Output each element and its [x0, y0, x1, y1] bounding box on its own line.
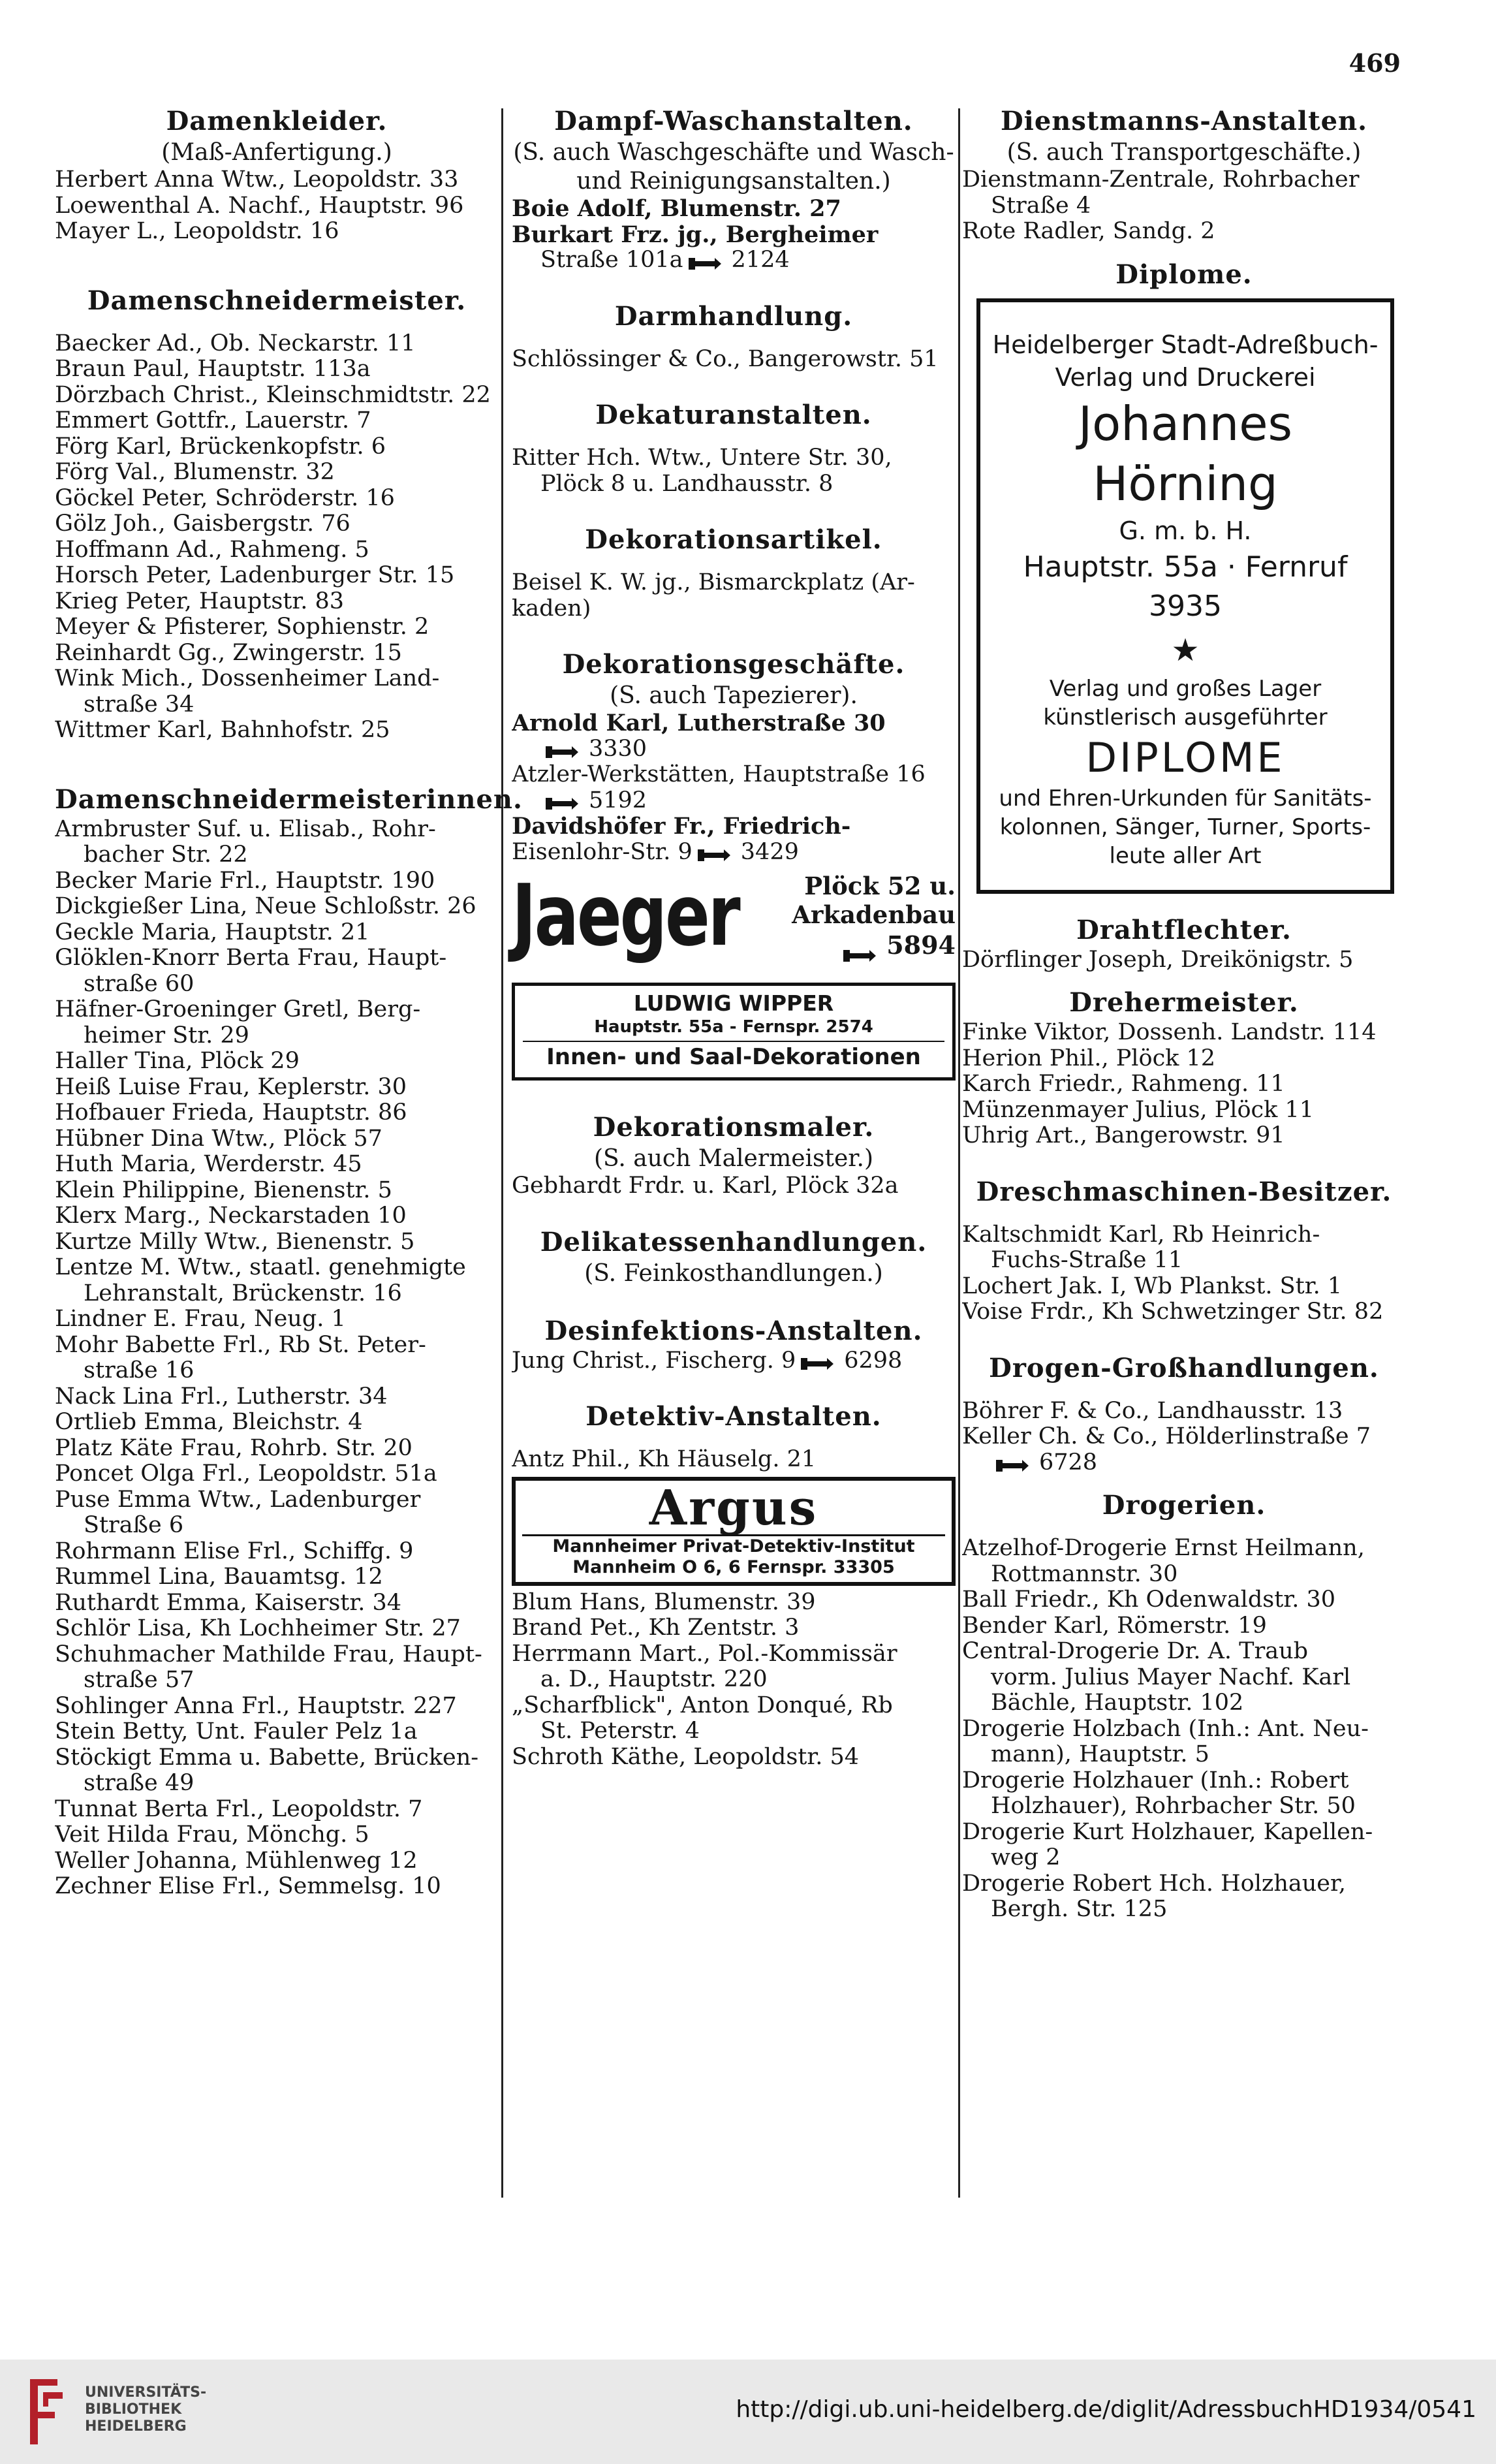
list-item: vorm. Julius Mayer Nachf. Karl	[991, 1664, 1351, 1690]
ad-line: Verlag und Druckerei	[1055, 362, 1316, 392]
section-heading: Dekorationsartikel.	[585, 524, 882, 555]
list-item: straße 34	[84, 691, 195, 718]
entry-list	[55, 331, 499, 744]
list-item: Rote Radler, Sandg. 2	[962, 219, 1215, 244]
list-item: Stein Betty, Unt. Fauler Pelz 1a	[55, 1719, 418, 1745]
ad-description: Mannheimer Privat-Detektiv-Institut	[522, 1534, 945, 1557]
list-item: Rohrmann Elise Frl., Schiffg. 9	[55, 1538, 414, 1564]
section-heading: Dekaturanstalten.	[595, 400, 872, 430]
ad-line: Heidelberger Stadt-Adreßbuch-	[992, 330, 1379, 359]
list-item: Lentze M. Wtw., staatl. genehmigte	[55, 1255, 466, 1280]
phone-number: 5192	[589, 787, 647, 813]
list-item: Krieg Peter, Hauptstr. 83	[55, 588, 345, 614]
ad-address: Hauptstr. 55a · Fernruf 3935	[1023, 550, 1348, 623]
list-item: Schuhmacher Mathilde Frau, Haupt-	[55, 1641, 482, 1667]
telephone-icon	[686, 253, 726, 270]
list-item: Plöck 8 u. Landhausstr. 8	[540, 471, 834, 497]
address: Eisenlohr-Str. 9	[512, 839, 693, 865]
entry-list	[962, 1398, 1406, 1450]
list-item: Boie Adolf, Blumenstr. 27	[512, 196, 841, 222]
list-item: Atzelhof-Drogerie Ernst Heilmann,	[962, 1536, 1365, 1561]
ad-tagline: Innen- und Saal-Dekorationen	[523, 1041, 944, 1072]
list-item: Förg Val., Blumenstr. 32	[55, 460, 335, 485]
list-item: Münzenmayer Julius, Plöck 11	[962, 1097, 1315, 1123]
list-item: Drogerie Robert Hch. Holzhauer,	[962, 1871, 1347, 1897]
ad-line: leute aller Art	[1109, 842, 1262, 869]
section-heading: Diplome.	[1115, 259, 1253, 290]
entry-list	[962, 1020, 1406, 1149]
ad-address: Hauptstr. 55a - Fernspr. 2574	[594, 1017, 873, 1037]
jaeger-logo: Jaeger	[512, 866, 739, 965]
phone-number: 3330	[589, 736, 647, 762]
list-item: Schlör Lisa, Kh Lochheimer Str. 27	[55, 1616, 461, 1641]
list-item: Dickgießer Lina, Neue Schloßstr. 26	[55, 894, 476, 919]
ad-line: G. m. b. H.	[1119, 516, 1252, 545]
section-heading: Drogerien.	[1102, 1490, 1266, 1521]
address: Straße 101a	[540, 247, 683, 273]
jaeger-advertisement	[512, 866, 956, 973]
phone-number: 2124	[731, 247, 790, 273]
entry-list	[962, 947, 1406, 973]
list-item	[962, 1450, 1406, 1476]
list-item: Bächle, Hauptstr. 102	[991, 1690, 1244, 1716]
ad-company-name: LUDWIG WIPPER	[633, 990, 834, 1016]
list-item: Drogerie Holzbach (Inh.: Ant. Neu-	[962, 1716, 1369, 1742]
section-heading: Dekorationsgeschäfte.	[562, 649, 905, 680]
library-footer	[0, 2360, 1496, 2464]
list-item: Davidshöfer Fr., Friedrich-	[512, 813, 851, 840]
list-item: Puse Emma Wtw., Ladenburger	[55, 1487, 421, 1513]
list-item: Keller Ch. & Co., Hölderlinstraße 7	[962, 1424, 1371, 1449]
list-item: Central-Drogerie Dr. A. Traub	[962, 1639, 1309, 1664]
list-item: Meyer & Pfisterer, Sophienstr. 2	[55, 614, 429, 640]
list-item: Straße 4	[991, 193, 1091, 219]
section-note: (S. Feinkosthandlungen.)	[584, 1259, 883, 1287]
list-item: Braun Paul, Hauptstr. 113a	[55, 356, 371, 382]
ad-line: Verlag und großes Lager	[1049, 675, 1322, 702]
ad-line: künstlerisch ausgeführter	[1043, 704, 1328, 731]
section-heading: Desinfektions-Anstalten.	[544, 1315, 923, 1346]
list-item: Wink Mich., Dossenheimer Land-	[55, 666, 440, 691]
column-2	[512, 104, 956, 1770]
section-heading: Drahtflechter.	[1076, 914, 1292, 945]
list-item: Dörzbach Christ., Kleinschmidtstr. 22	[55, 382, 491, 408]
list-item: straße 57	[84, 1667, 195, 1693]
list-item: St. Peterstr. 4	[540, 1718, 700, 1744]
entry-list	[962, 1536, 1406, 1923]
list-item: Bender Karl, Römerstr. 19	[962, 1613, 1267, 1639]
list-item	[512, 788, 956, 814]
list-item: Hübner Dina Wtw., Plöck 57	[55, 1126, 382, 1152]
phone-number: 3429	[740, 839, 799, 865]
list-item: Lehranstalt, Brückenstr. 16	[84, 1280, 402, 1306]
list-item: Rottmannstr. 30	[991, 1561, 1178, 1587]
list-item: Förg Karl, Brückenkopfstr. 6	[55, 434, 386, 460]
list-item: Lochert Jak. I, Wb Plankst. Str. 1	[962, 1273, 1343, 1299]
hoerning-advertisement	[976, 298, 1394, 894]
list-item: Glöklen-Knorr Berta Frau, Haupt-	[55, 945, 447, 971]
list-item: Kaltschmidt Karl, Rb Heinrich-	[962, 1222, 1320, 1248]
list-item: Stöckigt Emma u. Babette, Brücken-	[55, 1745, 479, 1771]
section-heading: Damenschneidermeisterinnen.	[55, 783, 523, 815]
star-icon: ★	[1171, 631, 1200, 669]
page-number: 469	[1348, 48, 1401, 78]
list-item: Weller Johanna, Mühlenweg 12	[55, 1848, 418, 1874]
section-heading: Dampf-Waschanstalten.	[554, 106, 913, 136]
entry-list	[512, 1590, 956, 1771]
section-heading: Dienstmanns-Anstalten.	[1000, 106, 1368, 136]
list-item: Herbert Anna Wtw., Leopoldstr. 33	[55, 167, 459, 193]
list-item: straße 16	[84, 1358, 195, 1383]
list-item: Schlössinger & Co., Bangerowstr. 51	[512, 346, 939, 372]
entry-list	[512, 445, 956, 497]
section-heading: Detektiv-Anstalten.	[585, 1401, 882, 1432]
list-item: Häfner-Groeninger Gretl, Berg-	[55, 997, 421, 1022]
list-item: Poncet Olga Frl., Leopoldstr. 51a	[55, 1461, 437, 1487]
list-item: Platz Käte Frau, Rohrb. Str. 20	[55, 1435, 413, 1461]
list-item: Wittmer Karl, Bahnhofstr. 25	[55, 718, 390, 743]
list-item: Straße 6	[84, 1513, 184, 1538]
section-heading: Damenkleider.	[166, 106, 388, 136]
list-item: Emmert Gottfr., Lauerstr. 7	[55, 408, 371, 434]
list-item: Antz Phil., Kh Häuselg. 21	[512, 1447, 817, 1472]
telephone-icon	[841, 940, 881, 956]
list-item: Schroth Käthe, Leopoldstr. 54	[512, 1744, 860, 1770]
section-note: (S. auch Tapezierer).	[610, 682, 858, 709]
list-item: bacher Str. 22	[84, 842, 248, 868]
list-item: Dienstmann-Zentrale, Rohrbacher	[962, 167, 1360, 193]
entry-list	[962, 1222, 1406, 1325]
list-item: Heiß Luise Frau, Keplerstr. 30	[55, 1074, 407, 1100]
telephone-icon	[993, 1455, 1034, 1472]
list-item: Arnold Karl, Lutherstraße 30	[512, 710, 886, 736]
entry-list	[512, 1173, 956, 1199]
ad-address: Mannheim O 6, 6 Fernspr. 33305	[572, 1556, 895, 1577]
list-item: Holzhauer), Rohrbacher Str. 50	[991, 1793, 1356, 1819]
source-url-link[interactable]: http://digi.ub.uni-heidelberg.de/diglit/AdressbuchHD1934/0541	[736, 2396, 1476, 2423]
list-item: Ruthardt Emma, Kaiserstr. 34	[55, 1590, 402, 1616]
list-item: Baecker Ad., Ob. Neckarstr. 11	[55, 330, 416, 356]
list-item: Loewenthal A. Nachf., Hauptstr. 96	[55, 193, 464, 219]
telephone-icon	[798, 1353, 839, 1370]
list-item: Lindner E. Frau, Neug. 1	[55, 1306, 346, 1332]
column-3	[962, 104, 1406, 1923]
ad-company-name: Johannes Hörning	[1078, 396, 1293, 511]
list-item: Atzler-Werkstätten, Hauptstraße 16	[512, 762, 926, 787]
jaeger-address: Plöck 52 u.	[804, 872, 956, 900]
list-item: Horsch Peter, Ladenburger Str. 15	[55, 563, 455, 588]
library-name: UNIVERSITÄTS- BIBLIOTHEK HEIDELBERG	[85, 2384, 207, 2435]
list-item: kaden)	[512, 595, 591, 622]
list-item: Reinhardt Gg., Zwingerstr. 15	[55, 640, 402, 666]
entry-list	[512, 1447, 956, 1473]
list-item: Mayer L., Leopoldstr. 16	[55, 219, 339, 244]
section-heading: Drogen-Großhandlungen.	[989, 1352, 1379, 1383]
list-item: straße 49	[84, 1771, 195, 1796]
list-item: Ortlieb Emma, Bleichstr. 4	[55, 1410, 363, 1435]
list-item: Göckel Peter, Schröderstr. 16	[55, 485, 395, 511]
list-item: Haller Tina, Plöck 29	[55, 1049, 300, 1074]
jaeger-phone: 5894	[773, 929, 956, 962]
list-item: Brand Pet., Kh Zentstr. 3	[512, 1615, 800, 1641]
list-item: Gölz Joh., Gaisbergstr. 76	[55, 511, 351, 537]
list-item	[512, 840, 956, 866]
section-heading: Drehermeister.	[1069, 987, 1299, 1018]
list-item: Uhrig Art., Bangerowstr. 91	[962, 1123, 1285, 1148]
ad-headline: DIPLOME	[1085, 733, 1285, 782]
list-item	[512, 247, 956, 274]
jaeger-address: Arkadenbau	[792, 900, 956, 929]
list-item: Gebhardt Frdr. u. Karl, Plöck 32a	[512, 1173, 899, 1199]
list-item: Geckle Maria, Hauptstr. 21	[55, 919, 370, 945]
list-item: Ritter Hch. Wtw., Untere Str. 30,	[512, 445, 892, 471]
section-heading: Darmhandlung.	[614, 300, 853, 332]
list-item: Burkart Frz. jg., Bergheimer	[512, 221, 879, 247]
list-item: Fuchs-Straße 11	[991, 1248, 1183, 1273]
list-item: Kurtze Milly Wtw., Bienenstr. 5	[55, 1229, 415, 1255]
telephone-icon	[695, 844, 736, 861]
list-item: Voise Frdr., Kh Schwetzinger Str. 82	[962, 1299, 1384, 1325]
list-item: Jung Christ., Fischerg. 9 6298	[512, 1348, 903, 1374]
entry-list	[55, 167, 499, 245]
list-item: mann), Hauptstr. 5	[991, 1742, 1209, 1767]
list-item	[512, 736, 956, 763]
list-item: Böhrer F. & Co., Landhausstr. 13	[962, 1398, 1343, 1424]
list-item: Blum Hans, Blumenstr. 39	[512, 1589, 816, 1615]
list-item: Sohlinger Anna Frl., Hauptstr. 227	[55, 1693, 457, 1719]
list-item: Tunnat Berta Frl., Leopoldstr. 7	[55, 1796, 423, 1822]
list-item: Hofbauer Frieda, Hauptstr. 86	[55, 1100, 407, 1126]
list-item: Beisel K. W. jg., Bismarckplatz (Ar-	[512, 570, 915, 595]
ad-line: kolonnen, Sänger, Turner, Sports-	[999, 813, 1371, 840]
list-item: Hoffmann Ad., Rahmeng. 5	[55, 537, 369, 563]
column-divider	[958, 108, 960, 2198]
list-item: Bergh. Str. 125	[991, 1897, 1168, 1922]
list-item: Herion Phil., Plöck 12	[962, 1045, 1216, 1071]
list-item: Becker Marie Frl., Hauptstr. 190	[55, 868, 435, 894]
list-item: Rummel Lina, Bauamtsg. 12	[55, 1564, 383, 1590]
entry-list	[55, 817, 499, 1900]
column-divider	[501, 108, 503, 2198]
list-item: heimer Str. 29	[84, 1022, 249, 1049]
list-item: Finke Viktor, Dossenh. Landstr. 114	[962, 1020, 1377, 1045]
list-item: Drogerie Holzhauer (Inh.: Robert	[962, 1767, 1349, 1793]
list-item: Mohr Babette Frl., Rb St. Peter-	[55, 1332, 426, 1358]
list-item: Klein Philippine, Bienenstr. 5	[55, 1177, 392, 1203]
section-heading: Dreschmaschinen-Besitzer.	[976, 1176, 1392, 1207]
section-heading: Dekorationsmaler.	[593, 1112, 875, 1143]
section-heading: Delikatessenhandlungen.	[540, 1226, 927, 1257]
column-1	[55, 104, 523, 1900]
list-item: Karch Friedr., Rahmeng. 11	[962, 1071, 1285, 1097]
list-item: Herrmann Mart., Pol.-Kommissär	[512, 1641, 897, 1667]
entry-list	[512, 347, 956, 373]
phone-number: 6728	[1039, 1449, 1098, 1476]
list-item: Ball Friedr., Kh Odenwaldstr. 30	[962, 1587, 1335, 1613]
library-logo-icon	[17, 2373, 69, 2451]
list-item: Dörflinger Joseph, Dreikönigstr. 5	[962, 947, 1354, 973]
section-note: (S. auch Malermeister.)	[593, 1145, 874, 1172]
section-heading: Damenschneidermeister.	[87, 285, 467, 316]
section-note: (S. auch Transportgeschäfte.)	[1006, 139, 1362, 166]
wipper-advertisement	[512, 983, 956, 1081]
telephone-icon	[543, 793, 584, 810]
section-note: (S. auch Waschgeschäfte und Wasch-	[513, 139, 954, 166]
list-item: Armbruster Suf. u. Elisab., Rohr-	[55, 816, 436, 842]
telephone-icon	[543, 741, 584, 758]
list-item: Klerx Marg., Neckarstaden 10	[55, 1203, 407, 1229]
section-note: (Maß-Anfertigung.)	[161, 139, 392, 166]
ad-company-name: Argus	[649, 1479, 818, 1536]
entry-list	[962, 167, 1406, 245]
list-item: Drogerie Kurt Holzhauer, Kapellen-	[962, 1819, 1373, 1845]
entry-list	[512, 570, 956, 622]
list-item: „Scharfblick", Anton Donqué, Rb	[512, 1692, 893, 1718]
list-item: a. D., Hauptstr. 220	[540, 1667, 768, 1692]
list-item: Veit Hilda Frau, Mönchg. 5	[55, 1822, 369, 1848]
argus-advertisement	[512, 1477, 956, 1586]
list-item: Zechner Elise Frl., Semmelsg. 10	[55, 1874, 441, 1899]
phone-number: 6298	[844, 1348, 903, 1374]
list-item: straße 60	[84, 971, 195, 997]
section-note: und Reinigungsanstalten.)	[576, 168, 891, 195]
list-item: Nack Lina Frl., Lutherstr. 34	[55, 1383, 388, 1410]
list-item: Huth Maria, Werderstr. 45	[55, 1152, 362, 1177]
list-item: weg 2	[991, 1845, 1061, 1871]
ad-line: und Ehren-Urkunden für Sanitäts-	[999, 785, 1372, 812]
